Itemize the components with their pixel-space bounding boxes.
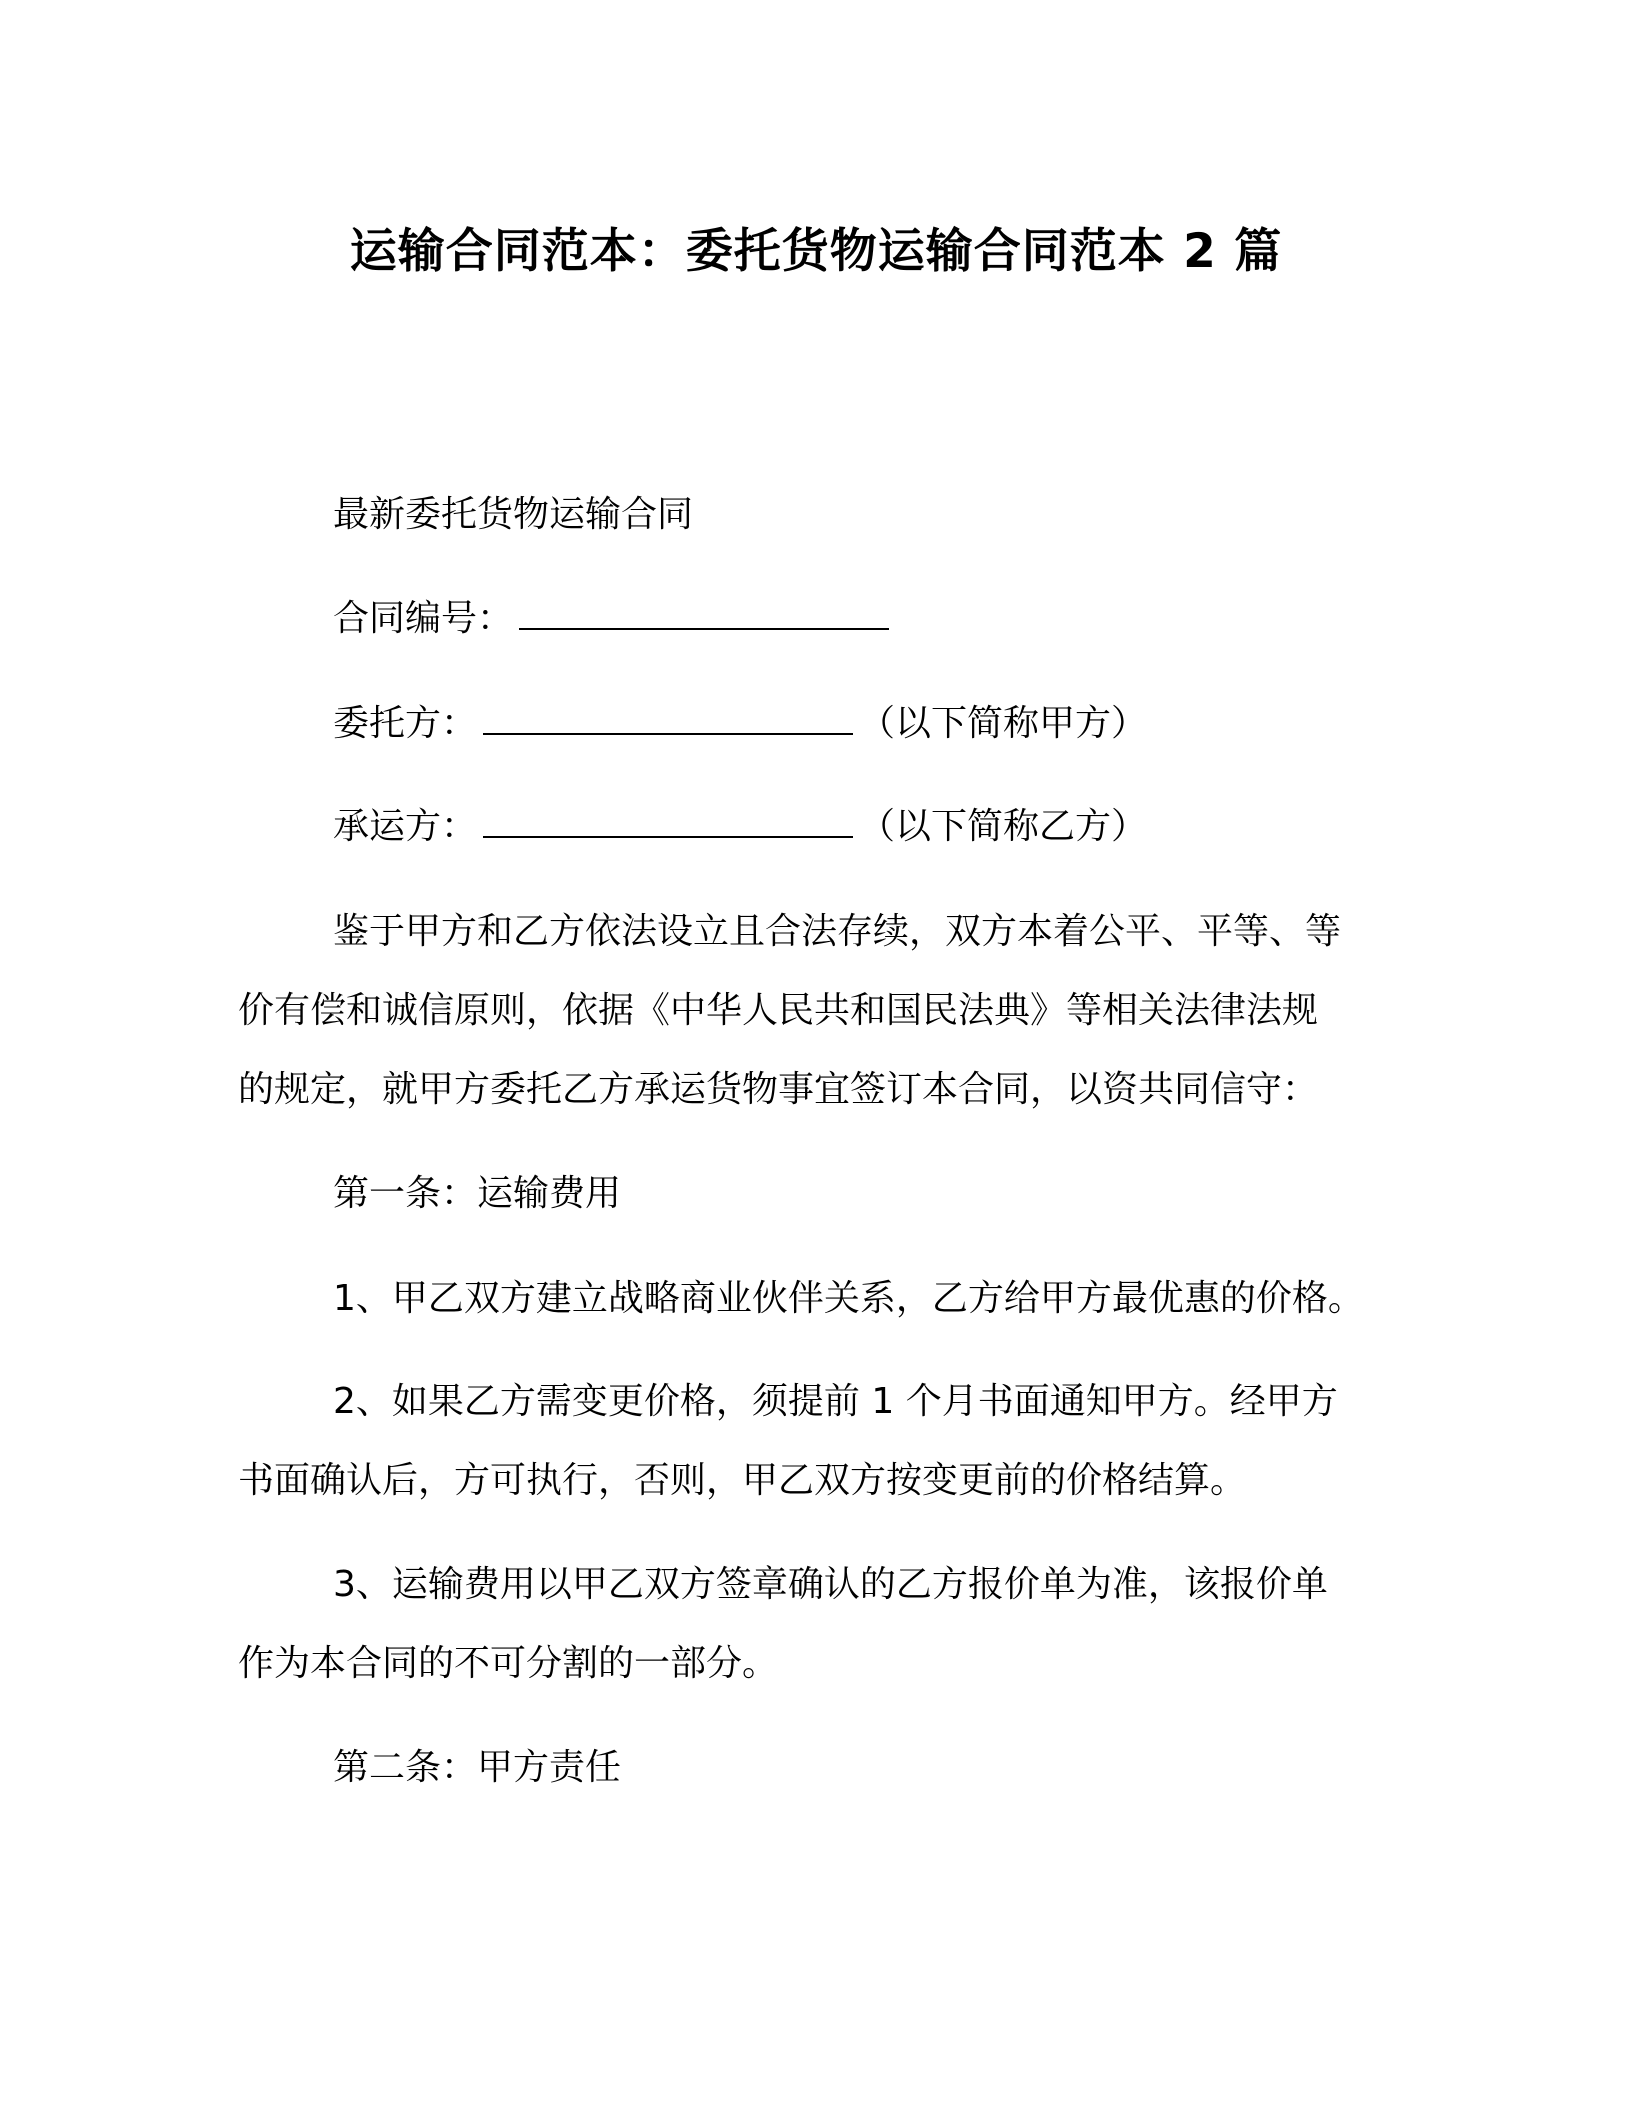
preamble-line-1: 鉴于甲方和乙方依法设立且合法存续，双方本着公平、平等、等 xyxy=(333,911,1342,952)
client-line xyxy=(333,700,1147,748)
document-title: 运输合同范本：委托货物运输合同范本 2 篇 xyxy=(349,224,1283,279)
client-label: 委托方： xyxy=(333,703,478,744)
article-1-item-2-line-1: 2、如果乙方需变更价格，须提前 1 个月书面通知甲方。经甲方 xyxy=(333,1381,1338,1422)
contract-subtitle: 最新委托货物运输合同 xyxy=(333,494,694,535)
preamble-line-3: 的规定，就甲方委托乙方承运货物事宜签订本合同，以资共同信守： xyxy=(238,1069,1319,1110)
contract-number-label: 合同编号： xyxy=(333,598,514,639)
carrier-blank xyxy=(483,806,853,838)
contract-number-line xyxy=(333,595,895,643)
article-1-item-3-line-1: 3、运输费用以甲乙双方签章确认的乙方报价单为准，该报价单 xyxy=(333,1564,1328,1605)
contract-number-blank xyxy=(519,598,889,630)
article-1-heading: 第一条：运输费用 xyxy=(333,1173,622,1214)
carrier-note: （以下简称乙方） xyxy=(859,806,1148,847)
article-2-heading: 第二条：甲方责任 xyxy=(333,1747,622,1788)
article-1-item-2-line-2: 书面确认后，方可执行，否则，甲乙双方按变更前的价格结算。 xyxy=(238,1460,1247,1501)
client-blank xyxy=(483,703,853,735)
article-1-item-1: 1、甲乙双方建立战略商业伙伴关系，乙方给甲方最优惠的价格。 xyxy=(333,1278,1364,1319)
article-1-item-3-line-2: 作为本合同的不可分割的一部分。 xyxy=(238,1643,779,1684)
carrier-line xyxy=(333,803,1147,851)
preamble-line-2: 价有偿和诚信原则，依据《中华人民共和国民法典》等相关法律法规 xyxy=(238,990,1319,1031)
carrier-label: 承运方： xyxy=(333,806,478,847)
client-note: （以下简称甲方） xyxy=(859,703,1148,744)
